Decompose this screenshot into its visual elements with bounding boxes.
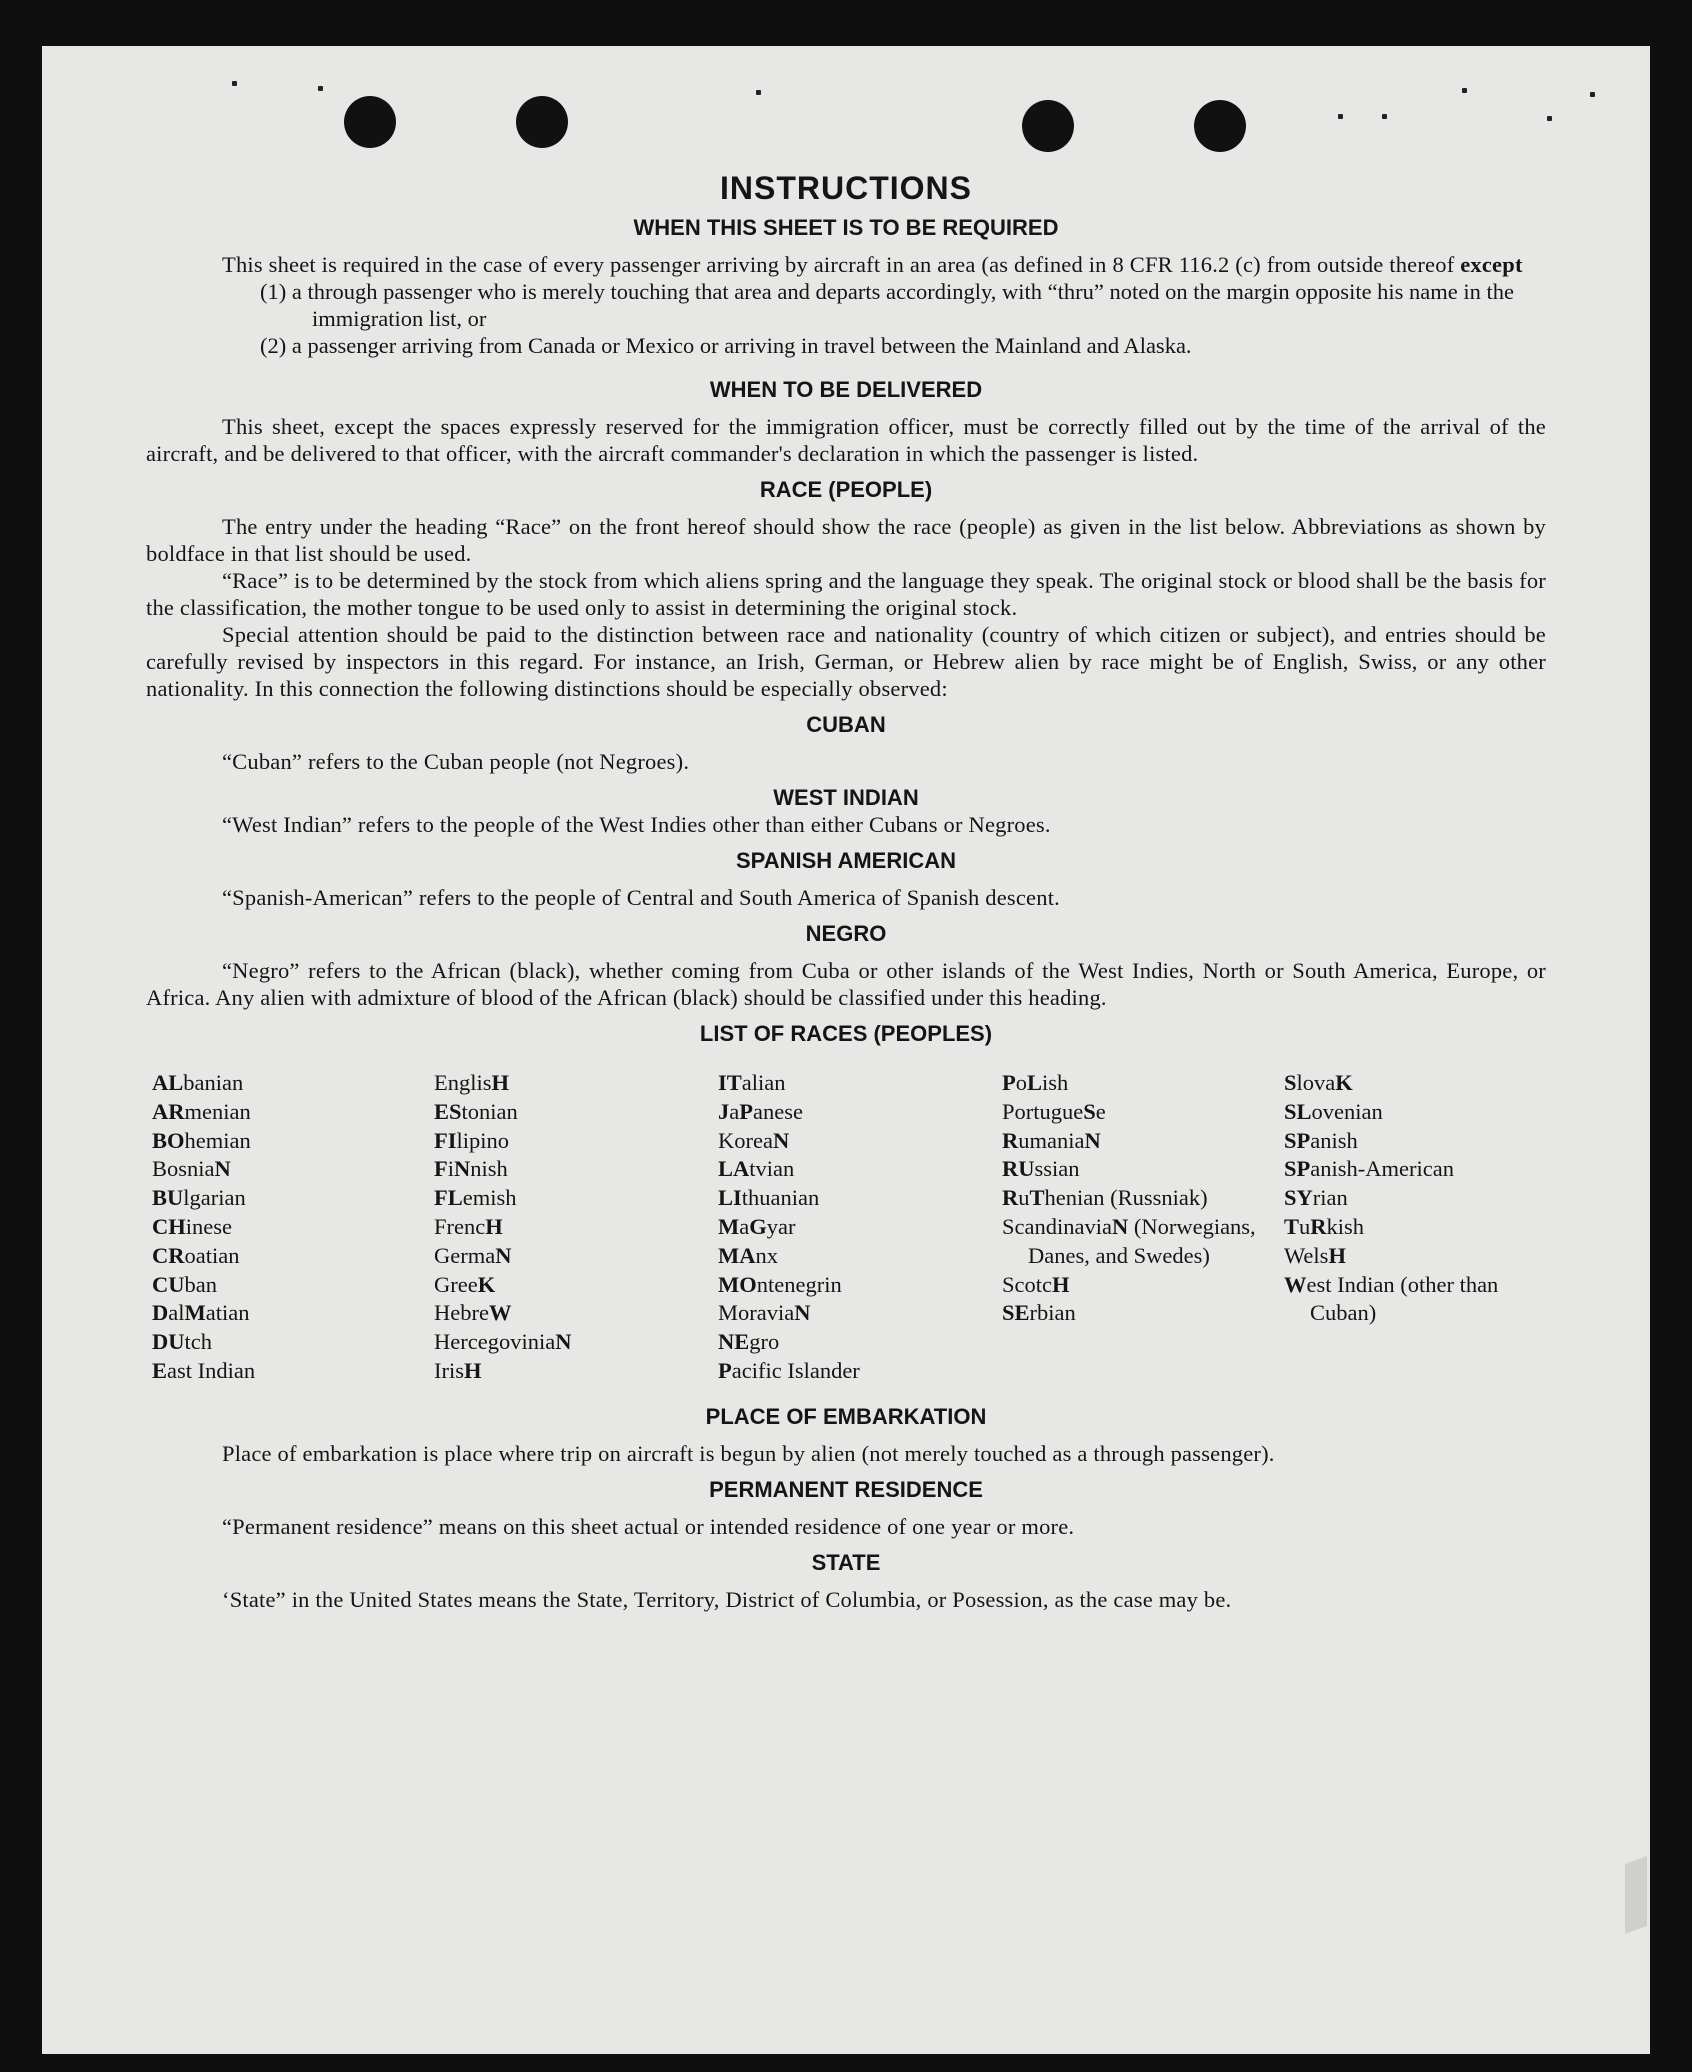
race-entry [152,1098,434,1127]
race-entry [1002,1155,1284,1184]
race-entry [152,1155,434,1184]
race-abbreviation: H [1328,1242,1346,1268]
state-text: ‘State” in the United States means the State, Territory, District of Columbia, or Posession, as the case may be. [222,1586,1232,1612]
race-text: Wels [1284,1242,1329,1268]
race-list [152,1069,1552,1386]
race-entry [1002,1098,1284,1127]
instructions-content [146,170,1546,1613]
race-text: Portugue [1002,1098,1084,1124]
scan-speck [1338,114,1343,119]
race-entry [1284,1127,1552,1156]
race-abbreviation: BO [152,1127,185,1153]
race-abbreviation: CH [152,1213,186,1239]
race-abbreviation: N [1084,1127,1101,1153]
race-text: gro [749,1329,780,1355]
race-text: acific Islander [731,1357,860,1383]
heading-race: RACE (PEOPLE) [759,477,933,502]
race-entry [1002,1299,1284,1328]
race-entry [434,1328,718,1357]
negro-text: “Negro” refers to the African (black), whether coming from Cuba or other islands of the West Indies, North or South America, Europe, or Africa. Any alien with admixture of blood of the African (black) should be classified under this heading. [146,958,1546,1010]
race-text: rbian [1029,1300,1076,1326]
race-entry [152,1127,434,1156]
race-abbreviation: M [718,1213,740,1239]
race-entry [1002,1069,1284,1098]
race-abbreviation: P [739,1098,753,1124]
race-abbreviation: FI [434,1127,457,1153]
race-text: hemian [184,1127,251,1153]
heading-permanent-residence: PERMANENT RESIDENCE [709,1476,983,1502]
race-abbreviation: RU [1002,1156,1035,1182]
race-column-2 [434,1069,718,1386]
race-text: ovenian [1311,1098,1383,1124]
race-entry [1002,1127,1284,1156]
race-text: (Norwegians, Danes, and Swedes) [1028,1213,1256,1268]
race-abbreviation: ES [434,1098,462,1124]
race-text: Moravia [718,1300,795,1326]
race-text: e [1095,1098,1106,1124]
race-entry [434,1184,718,1213]
race-text: Bosnia [152,1156,215,1182]
race-text: a [739,1213,750,1239]
race-abbreviation: BU [152,1185,184,1211]
scan-speck [1382,114,1387,119]
race-abbreviation: FL [434,1185,463,1211]
race-text: lova [1296,1070,1336,1095]
scan-speck [1590,92,1595,97]
race-entry [152,1299,434,1328]
race-entry [718,1299,1002,1328]
race-text: umania [1018,1127,1085,1153]
race-abbreviation: T [1029,1185,1045,1211]
race-text: Germa [434,1242,496,1268]
race-abbreviation: NE [718,1329,750,1355]
heading-spanish-american: SPANISH AMERICAN [735,848,956,873]
race-text: Iris [434,1357,464,1383]
race-abbreviation: L [1027,1070,1043,1095]
race-text: lgarian [183,1185,246,1211]
when-delivered-text: This sheet, except the spaces expressly reserved for the immigration officer, must be correctly filled out by the time of the arrival of the aircraft, and be delivered to that officer, with the aircraft commander's declaration in which the passenger is listed. [146,414,1546,466]
race-text: henian (Russniak) [1044,1185,1208,1211]
race-entry [718,1242,1002,1271]
race-text: oatian [184,1242,240,1268]
race-text: ish [1042,1070,1069,1095]
race-text: tonian [461,1098,518,1124]
race-abbreviation: N [772,1127,790,1153]
page-corner [1625,1856,1647,1934]
race-text: lipino [456,1127,510,1153]
race-abbreviation: CR [152,1242,185,1268]
race-text: menian [184,1098,251,1124]
heading-list-of-races: LIST OF RACES (PEOPLES) [699,1021,993,1046]
race-abbreviation: K [477,1271,496,1297]
race-abbreviation: S [1284,1070,1297,1095]
race-abbreviation: W [488,1300,512,1326]
page-title: INSTRUCTIONS [720,170,972,206]
race-abbreviation: R [1002,1185,1019,1211]
race-entry [718,1184,1002,1213]
race-abbreviation: CU [152,1271,185,1297]
race-entry [434,1098,718,1127]
punch-hole [344,96,396,148]
race-text: est Indian (other than Cuban) [1306,1271,1499,1326]
race-abbreviation: N [454,1156,471,1182]
race-abbreviation: M [184,1300,206,1326]
race-text: yar [766,1213,796,1239]
race-text: nx [755,1242,778,1268]
race-abbreviation: AL [152,1070,184,1095]
exception-item-2: (2) a passenger arriving from Canada or Mexico or arriving in travel between the Mainland and Alaska. [260,333,1192,358]
race-entry [1002,1271,1284,1300]
race-text: ban [184,1271,217,1297]
race-entry [434,1357,718,1386]
heading-place-of-embarkation: PLACE OF EMBARKATION [705,1403,987,1429]
race-abbreviation: J [718,1098,730,1124]
race-entry [718,1328,1002,1357]
race-text: Korea [718,1127,773,1153]
race-entry [1284,1242,1552,1271]
race-abbreviation: SP [1284,1156,1311,1182]
race-abbreviation: IT [718,1070,742,1095]
race-text: a [729,1098,740,1124]
permanent-residence-text: “Permanent residence” means on this sheet actual or intended residence of one year or more. [222,1513,1075,1539]
race-abbreviation: SP [1284,1127,1311,1153]
race-abbreviation: N [794,1300,811,1326]
race-text: anish-American [1310,1156,1454,1182]
race-text: nish [470,1156,508,1182]
race-paragraph-1: The entry under the heading “Race” on the front hereof should show the race (people) as given in the list below. Abbreviations as shown by boldface in that list should be used. [146,514,1546,566]
race-entry [152,1271,434,1300]
spanish-american-text: “Spanish-American” refers to the people of Central and South America of Spanish descent. [222,885,1060,910]
race-column-3 [718,1069,1002,1386]
when-required-intro [146,251,1546,278]
race-entry [434,1069,718,1098]
race-text: tvian [749,1156,795,1182]
race-entry [1284,1184,1552,1213]
race-entry [152,1213,434,1242]
race-entry [718,1155,1002,1184]
race-text: kish [1326,1213,1365,1239]
race-text: Frenc [434,1213,486,1239]
punch-hole [1022,100,1074,152]
race-abbreviation: W [1284,1271,1307,1297]
race-entry [718,1213,1002,1242]
race-text: rian [1312,1185,1348,1211]
race-entry [1284,1155,1552,1184]
race-abbreviation: AR [152,1098,185,1124]
race-text: ast Indian [167,1357,256,1383]
race-text: Gree [434,1271,478,1297]
race-abbreviation: D [152,1300,169,1326]
race-entry [718,1127,1002,1156]
race-entry [434,1271,718,1300]
race-abbreviation: H [464,1357,482,1383]
race-abbreviation: T [1284,1213,1300,1239]
race-abbreviation: P [718,1357,732,1383]
race-abbreviation: LA [718,1156,750,1182]
scan-speck [1462,88,1467,93]
race-column-4 [1002,1069,1284,1386]
race-entry [1002,1213,1284,1271]
race-abbreviation: N [214,1156,231,1182]
race-abbreviation: R [1002,1127,1019,1153]
race-abbreviation: N [1111,1213,1129,1239]
race-abbreviation: P [1002,1070,1016,1095]
race-abbreviation: LI [718,1185,742,1211]
race-entry [152,1357,434,1386]
race-text: Scandinavia [1002,1213,1112,1239]
race-entry [1284,1271,1552,1329]
when-required-intro-text: This sheet is required in the case of every passenger arriving by aircraft in an area (as defined in 8 CFR 116.2 (c) from outside thereof [222,252,1455,277]
punch-hole [1194,100,1246,152]
race-text: emish [462,1185,517,1211]
race-entry [1002,1184,1284,1213]
race-text: inese [185,1213,232,1239]
exception-item-1: (1) a through passenger who is merely touching that area and departs accordingly, with “thru” noted on the margin opposite his name in the immigration list, or [260,279,1515,331]
race-text: alian [741,1070,786,1095]
race-abbreviation: MO [718,1271,757,1297]
race-abbreviation: E [152,1357,168,1383]
race-entry [152,1242,434,1271]
scan-speck [318,86,323,91]
race-entry [434,1299,718,1328]
race-abbreviation: N [495,1242,512,1268]
race-abbreviation: N [555,1329,572,1355]
race-text: tch [184,1329,212,1355]
race-entry [434,1242,718,1271]
cuban-text: “Cuban” refers to the Cuban people (not Negroes). [222,749,690,774]
race-entry [718,1357,1002,1386]
race-text: anese [753,1098,803,1124]
race-paragraph-3: Special attention should be paid to the distinction between race and nationality (country of which citizen or subject), and entries should be carefully revised by inspectors in this regard. For instance, an Irish, German, or Hebrew alien by race might be of English, Swiss, or any other nationality. In this connection the following distinctions should be especially observed: [146,622,1546,701]
scan-speck [756,90,761,95]
race-abbreviation: H [491,1070,510,1095]
race-abbreviation: SY [1284,1185,1313,1211]
race-abbreviation: SE [1002,1300,1030,1326]
race-text: Hebre [434,1300,489,1326]
race-entry [434,1213,718,1242]
race-entry [718,1098,1002,1127]
race-abbreviation: K [1335,1070,1353,1095]
race-text: o [1015,1070,1027,1095]
race-entry [152,1184,434,1213]
race-text: u [1018,1185,1030,1211]
heading-state: STATE [811,1549,881,1575]
race-text: i [447,1156,455,1182]
place-of-embarkation-text: Place of embarkation is place where trip on aircraft is begun by alien (not merely touched as a through passenger). [222,1440,1275,1466]
punch-hole [516,96,568,148]
except-keyword: except [1460,252,1523,277]
scan-speck [1547,116,1552,121]
race-text: Hercegovinia [434,1329,556,1355]
heading-when-required: WHEN THIS SHEET IS TO BE REQUIRED [633,215,1059,240]
race-abbreviation: SL [1284,1098,1312,1124]
race-text: Scotc [1002,1271,1052,1297]
race-abbreviation: DU [152,1329,185,1355]
race-abbreviation: G [749,1213,767,1239]
race-text: al [168,1300,185,1326]
race-paragraph-2: “Race” is to be determined by the stock from which aliens spring and the language they speak. The original stock or blood shall be the basis for the classification, the mother tongue to be used only to assist in determining the original stock. [146,568,1546,620]
heading-west-indian: WEST INDIAN [773,785,919,810]
race-entry [718,1271,1002,1300]
race-abbreviation: F [434,1156,448,1182]
race-entry [1284,1098,1552,1127]
race-text: ntenegrin [756,1271,842,1297]
race-entry [434,1127,718,1156]
race-text: u [1299,1213,1311,1239]
heading-negro: NEGRO [805,921,887,946]
race-entry [152,1328,434,1357]
west-indian-text: “West Indian” refers to the people of the West Indies other than either Cubans or Negroes. [222,812,1051,837]
heading-cuban: CUBAN [806,712,886,737]
race-text: atian [205,1300,250,1326]
heading-when-delivered: WHEN TO BE DELIVERED [709,377,983,402]
race-text: anish [1310,1127,1358,1153]
scan-speck [232,81,237,86]
race-text: ssian [1034,1156,1080,1182]
race-abbreviation: H [1052,1271,1070,1297]
race-text: thuanian [741,1185,820,1211]
race-text: banian [183,1070,244,1095]
race-column-1 [152,1069,434,1386]
race-entry [1284,1213,1552,1242]
race-abbreviation: S [1083,1098,1096,1124]
race-text: Englis [434,1070,492,1095]
race-entry [152,1069,434,1098]
race-entry [434,1155,718,1184]
race-abbreviation: H [485,1213,503,1239]
race-abbreviation: R [1310,1213,1327,1239]
race-entry [718,1069,1002,1098]
race-entry [1284,1069,1552,1098]
race-abbreviation: MA [718,1242,756,1268]
race-column-5 [1284,1069,1552,1386]
